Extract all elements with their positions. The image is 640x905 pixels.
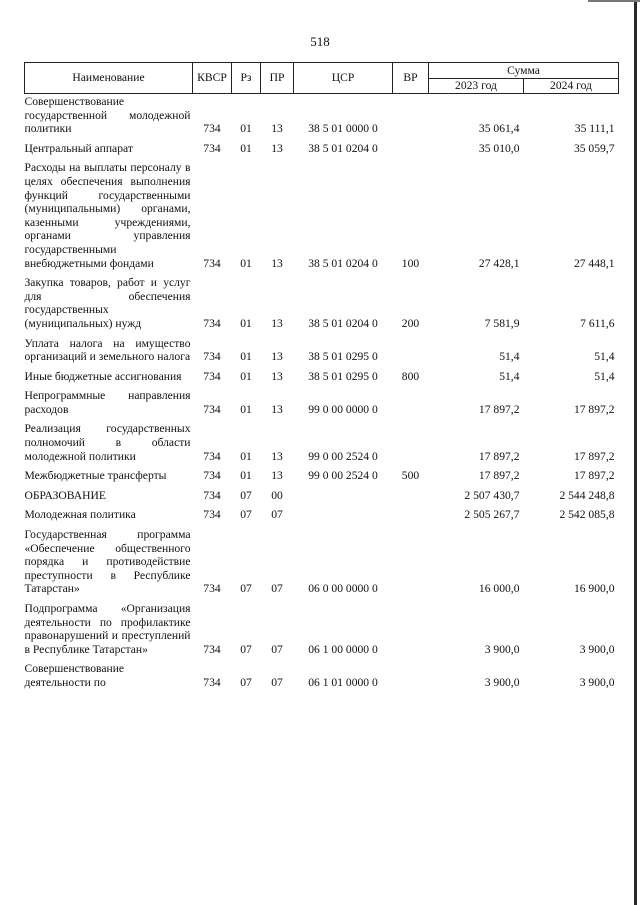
cell-pr: 00 [271, 488, 283, 502]
cell-name: ОБРАЗОВАНИЕ [24, 488, 106, 502]
cell-sum-2023: 2 505 267,7 [464, 508, 520, 522]
cell-vr [393, 502, 429, 522]
cell-csr: 38 5 01 0295 0 [308, 369, 378, 383]
table-row [25, 483, 619, 503]
cell-kvsr: 734 [203, 316, 221, 330]
cell-rz: 07 [240, 508, 252, 522]
scan-edge-right [634, 0, 637, 905]
header-kvsr: КВСР [193, 63, 232, 94]
cell-csr: 06 0 00 0000 0 [308, 582, 378, 596]
cell-sum-2023: 35 061,4 [478, 122, 520, 136]
cell-sum-2024: 2 544 248,8 [559, 488, 615, 502]
cell-kvsr: 734 [203, 449, 221, 463]
page-number: 518 [310, 34, 330, 49]
cell-vr [393, 94, 429, 136]
cell-vr: 200 [401, 316, 420, 330]
cell-csr: 38 5 01 0204 0 [308, 316, 378, 330]
cell-kvsr: 734 [203, 369, 221, 383]
cell-name: Межбюджетные трансферты [24, 469, 167, 483]
cell-pr: 13 [271, 316, 283, 330]
cell-sum-2024: 7 611,6 [580, 316, 615, 330]
table-row [25, 331, 619, 364]
cell-pr: 13 [271, 122, 283, 136]
budget-table [24, 62, 619, 690]
cell-name: Подпрограмма «Организация деятельности по профилактике правонарушений и преступлений в Республике Татарстан» [24, 602, 191, 656]
cell-csr [294, 483, 393, 503]
cell-csr: 99 0 00 2524 0 [308, 449, 378, 463]
cell-sum-2023: 7 581,9 [484, 316, 520, 330]
cell-sum-2024: 51,4 [594, 350, 615, 364]
table-row [25, 94, 619, 136]
cell-vr [393, 331, 429, 364]
table-row [25, 383, 619, 416]
cell-sum-2024: 35 059,7 [573, 141, 615, 155]
cell-name: Совершенствование государственной молодежной политики [24, 95, 191, 136]
cell-kvsr: 734 [203, 642, 221, 656]
cell-rz: 07 [240, 675, 252, 689]
cell-vr: 800 [401, 369, 420, 383]
cell-rz: 01 [240, 141, 252, 155]
cell-sum-2024: 3 900,0 [579, 675, 615, 689]
cell-pr: 13 [271, 141, 283, 155]
cell-name: Расходы на выплаты персоналу в целях обеспечения выполнения функций государственными (муниципальными) органами, казенными учреждениями, органами управления государственными внебюджетными фондами [24, 161, 191, 270]
cell-rz: 01 [240, 369, 252, 383]
cell-rz: 07 [240, 488, 252, 502]
cell-vr [393, 416, 429, 463]
cell-csr: 99 0 00 0000 0 [308, 402, 378, 416]
table-row [25, 596, 619, 656]
header-year-2023: 2023 год [429, 79, 524, 94]
cell-sum-2024: 51,4 [594, 369, 615, 383]
cell-sum-2023: 27 428,1 [478, 256, 520, 270]
table-row [25, 463, 619, 483]
cell-sum-2024: 2 542 085,8 [559, 508, 615, 522]
header-vr: ВР [393, 63, 429, 94]
table-row [25, 416, 619, 463]
cell-name: Реализация государственных полномочий в области молодежной политики [24, 422, 191, 463]
cell-csr: 38 5 01 0000 0 [308, 122, 378, 136]
cell-sum-2023: 17 897,2 [478, 469, 520, 483]
cell-vr: 100 [401, 256, 420, 270]
cell-kvsr: 734 [203, 508, 221, 522]
cell-csr: 38 5 01 0204 0 [308, 141, 378, 155]
cell-sum-2023: 17 897,2 [478, 402, 520, 416]
cell-sum-2023: 17 897,2 [478, 449, 520, 463]
table-header [25, 63, 619, 94]
cell-name: Непрограммные направления расходов [24, 389, 191, 416]
cell-rz: 01 [240, 122, 252, 136]
cell-sum-2023: 35 010,0 [478, 141, 520, 155]
header-csr: ЦСР [294, 63, 393, 94]
header-pr: ПР [261, 63, 294, 94]
cell-pr: 07 [271, 582, 283, 596]
header-year-2024: 2024 год [524, 79, 619, 94]
cell-sum-2023: 51,4 [499, 369, 520, 383]
cell-kvsr: 734 [203, 350, 221, 364]
table-body [25, 94, 619, 690]
cell-sum-2024: 35 111,1 [574, 122, 615, 136]
cell-pr: 07 [271, 508, 283, 522]
header-sum: Сумма [429, 63, 619, 79]
cell-pr: 13 [271, 369, 283, 383]
cell-pr: 07 [271, 675, 283, 689]
cell-sum-2024: 3 900,0 [579, 642, 615, 656]
cell-rz: 01 [240, 316, 252, 330]
cell-kvsr: 734 [203, 141, 221, 155]
cell-pr: 13 [271, 469, 283, 483]
cell-kvsr: 734 [203, 402, 221, 416]
cell-sum-2023: 51,4 [499, 350, 520, 364]
cell-name: Совершенствование деятельности по [24, 662, 125, 689]
cell-rz: 01 [240, 350, 252, 364]
cell-name: Закупка товаров, работ и услуг для обеспечения государственных (муниципальных) нужд [24, 276, 191, 330]
cell-rz: 07 [240, 642, 252, 656]
cell-pr: 13 [271, 256, 283, 270]
cell-vr [393, 656, 429, 689]
cell-sum-2023: 16 000,0 [478, 582, 520, 596]
cell-csr: 99 0 00 2524 0 [308, 469, 378, 483]
cell-rz: 01 [240, 256, 252, 270]
cell-kvsr: 734 [203, 675, 221, 689]
scan-edge-top [588, 0, 640, 2]
cell-rz: 01 [240, 449, 252, 463]
cell-sum-2023: 3 900,0 [484, 642, 520, 656]
table-row [25, 136, 619, 156]
cell-pr: 13 [271, 449, 283, 463]
cell-sum-2023: 2 507 430,7 [464, 488, 520, 502]
table-row [25, 270, 619, 330]
cell-sum-2024: 17 897,2 [573, 402, 615, 416]
cell-vr [393, 522, 429, 596]
cell-pr: 13 [271, 402, 283, 416]
cell-kvsr: 734 [203, 488, 221, 502]
cell-kvsr: 734 [203, 582, 221, 596]
table-row [25, 155, 619, 270]
cell-pr: 13 [271, 350, 283, 364]
cell-sum-2023: 3 900,0 [484, 675, 520, 689]
cell-kvsr: 734 [203, 256, 221, 270]
cell-name: Государственная программа «Обеспечение общественного порядка и противодействие преступности в Республике Татарстан» [24, 528, 191, 596]
header-rz: Рз [232, 63, 261, 94]
cell-rz: 07 [240, 582, 252, 596]
cell-rz: 01 [240, 469, 252, 483]
cell-name: Иные бюджетные ассигнования [24, 369, 182, 383]
cell-name: Молодежная политика [24, 508, 136, 522]
cell-vr [393, 596, 429, 656]
table-row [25, 364, 619, 384]
cell-kvsr: 734 [203, 122, 221, 136]
table-row [25, 502, 619, 522]
cell-name: Центральный аппарат [24, 141, 133, 155]
cell-rz: 01 [240, 402, 252, 416]
cell-csr: 06 1 00 0000 0 [308, 642, 378, 656]
cell-csr [294, 502, 393, 522]
cell-csr: 06 1 01 0000 0 [308, 675, 378, 689]
cell-sum-2024: 27 448,1 [573, 256, 615, 270]
cell-vr [393, 136, 429, 156]
cell-pr: 07 [271, 642, 283, 656]
cell-vr [393, 383, 429, 416]
cell-vr [393, 483, 429, 503]
cell-csr: 38 5 01 0204 0 [308, 256, 378, 270]
table-row [25, 522, 619, 596]
cell-kvsr: 734 [203, 469, 221, 483]
cell-csr: 38 5 01 0295 0 [308, 350, 378, 364]
cell-vr: 500 [401, 469, 420, 483]
table-row [25, 656, 619, 689]
cell-sum-2024: 17 897,2 [573, 469, 615, 483]
cell-sum-2024: 16 900,0 [573, 582, 615, 596]
cell-name: Уплата налога на имущество организаций и земельного налога [24, 336, 191, 364]
cell-sum-2024: 17 897,2 [573, 449, 615, 463]
header-name: Наименование [25, 63, 193, 94]
